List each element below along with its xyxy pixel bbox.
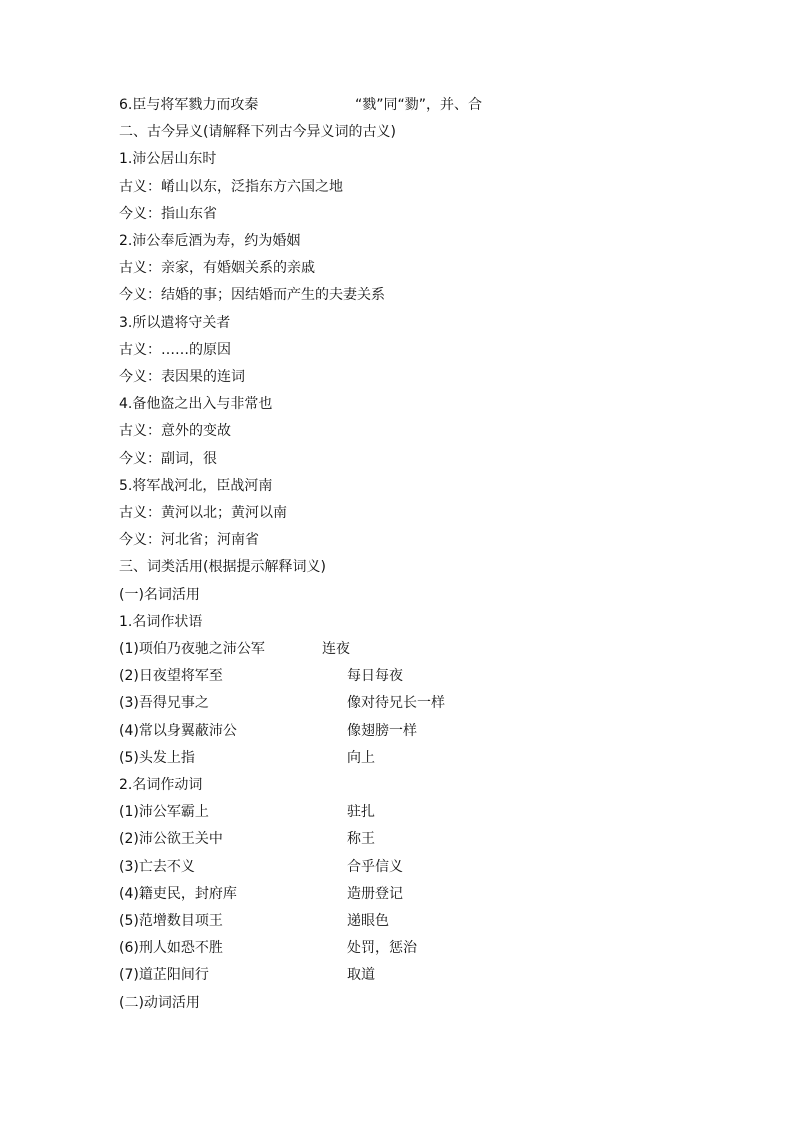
text-line: 古义：崤山以东，泛指东方六国之地 [119, 179, 343, 195]
word-meaning: 驻扎 [347, 804, 375, 820]
text-line: 三、词类活用(根据提示解释词义) [119, 559, 326, 575]
example-sentence: (2)沛公欲王关中 [119, 831, 223, 847]
example-sentence: (6)刑人如恐不胜 [119, 940, 223, 956]
word-meaning: 像翅膀一样 [347, 723, 417, 739]
text-line: 古义：……的原因 [119, 342, 231, 358]
text-line: 今义：结婚的事；因结婚而产生的夫妻关系 [119, 287, 385, 303]
word-meaning: 称王 [347, 831, 375, 847]
text-line: 1.沛公居山东时 [119, 151, 217, 167]
example-sentence: (7)道芷阳间行 [119, 967, 209, 983]
example-sentence: (1)项伯乃夜驰之沛公军 [119, 641, 265, 657]
text-line: (二)动词活用 [119, 995, 200, 1011]
word-meaning: 处罚，惩治 [347, 940, 417, 956]
example-sentence: 6.臣与将军戮力而攻秦 [119, 97, 259, 113]
example-sentence: (4)常以身翼蔽沛公 [119, 723, 237, 739]
example-sentence: (5)范增数目项王 [119, 913, 223, 929]
text-line: 今义：副词，很 [119, 451, 217, 467]
word-meaning: “戮”同“勠”，并、合 [355, 97, 483, 113]
word-meaning: 每日每夜 [347, 668, 403, 684]
word-meaning: 连夜 [322, 641, 350, 657]
text-line: 1.名词作状语 [119, 614, 203, 630]
example-sentence: (1)沛公军霸上 [119, 804, 209, 820]
example-sentence: (4)籍吏民，封府库 [119, 886, 237, 902]
text-line: 5.将军战河北，臣战河南 [119, 478, 273, 494]
text-line: 今义：河北省；河南省 [119, 532, 259, 548]
example-sentence: (3)吾得兄事之 [119, 695, 209, 711]
text-line: 二、古今异义(请解释下列古今异义词的古义) [119, 124, 396, 140]
text-line: 古义：意外的变故 [119, 423, 231, 439]
word-meaning: 向上 [347, 750, 375, 766]
example-sentence: (2)日夜望将军至 [119, 668, 223, 684]
example-sentence: (5)头发上指 [119, 750, 195, 766]
text-line: 4.备他盗之出入与非常也 [119, 396, 273, 412]
text-line: 古义：亲家，有婚姻关系的亲戚 [119, 260, 315, 276]
text-line: 今义：指山东省 [119, 206, 217, 222]
word-meaning: 造册登记 [347, 886, 403, 902]
text-line: 古义：黄河以北；黄河以南 [119, 505, 287, 521]
example-sentence: (3)亡去不义 [119, 859, 195, 875]
text-line: 3.所以遣将守关者 [119, 315, 231, 331]
word-meaning: 合乎信义 [347, 859, 403, 875]
word-meaning: 像对待兄长一样 [347, 695, 445, 711]
text-line: (一)名词活用 [119, 587, 200, 603]
text-line: 今义：表因果的连词 [119, 369, 245, 385]
word-meaning: 取道 [347, 967, 375, 983]
word-meaning: 递眼色 [347, 913, 389, 929]
text-line: 2.名词作动词 [119, 777, 203, 793]
text-line: 2.沛公奉卮酒为寿，约为婚姻 [119, 233, 301, 249]
